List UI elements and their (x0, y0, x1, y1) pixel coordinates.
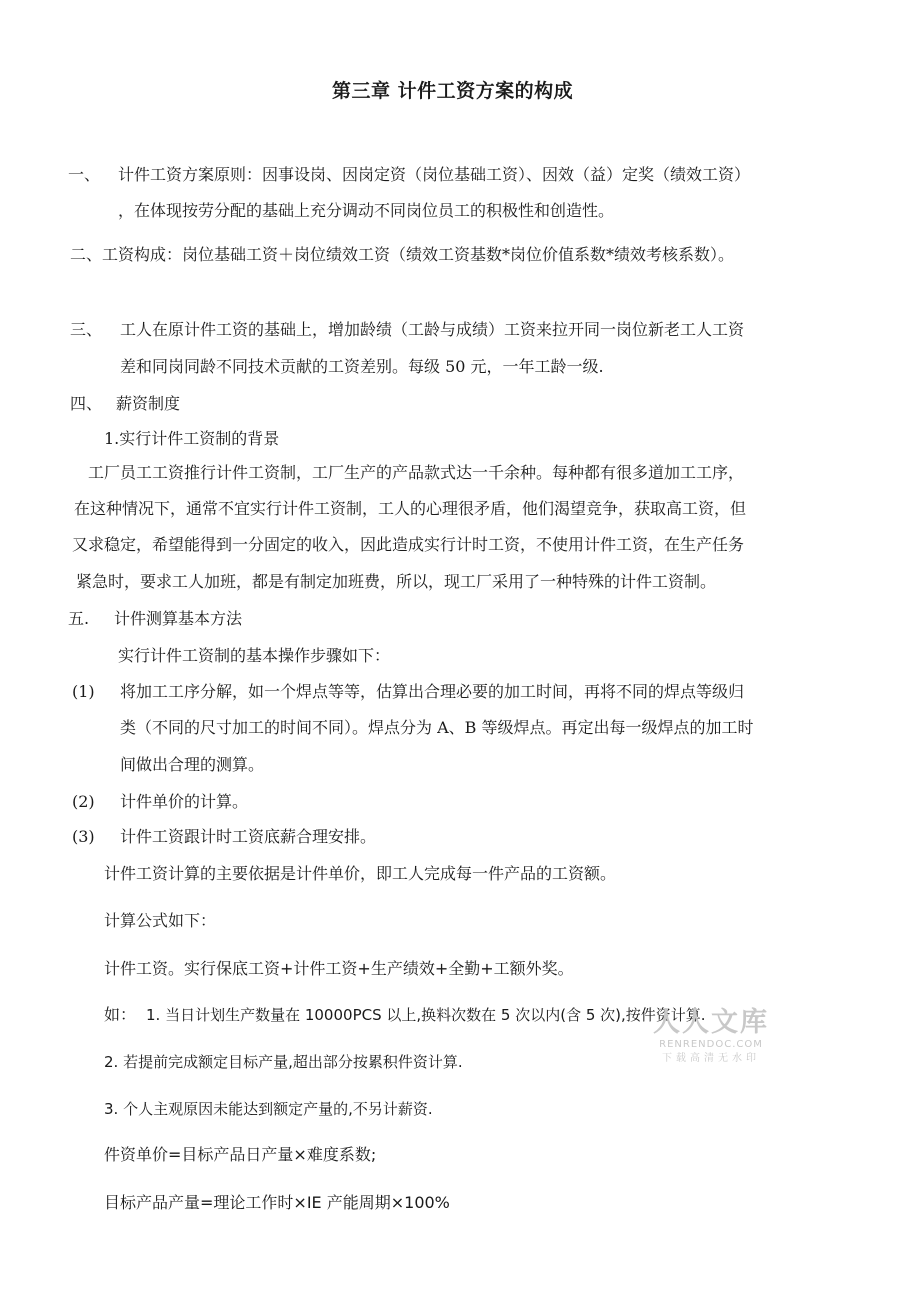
step-3-text: 计件工资跟计时工资底薪合理安排。 (120, 827, 377, 846)
section-4-subheading: 1.实行计件工资制的背景 (104, 429, 280, 448)
watermark-title: 人人文库 (653, 1007, 769, 1038)
section-4-paragraph-line-2: 在这种情况下，通常不宜实行计件工资制，工人的心理很矛盾，他们渴望竞争，获取高工资，但 (74, 499, 747, 518)
section-3-number: 三、 (70, 320, 103, 339)
section-1-line-1: 计件工资方案原则：因事设岗、因岗定资（岗位基础工资）、因效（益）定奖（绩效工资） (118, 165, 751, 184)
step-1-number: (1) (72, 682, 95, 701)
step-3-number: (3) (72, 827, 95, 846)
section-4-number: 四、 (70, 394, 103, 413)
page-title: 第三章 计件工资方案的构成 (332, 80, 574, 102)
step-2-number: (2) (72, 792, 95, 811)
target-output-formula: 目标产品产量=理论工作时×IE 产能周期×100% (104, 1193, 450, 1212)
unit-price-formula: 件资单价=目标产品日产量×难度系数; (104, 1145, 377, 1164)
example-3: 3. 个人主观原因未能达到额定产量的,不另计薪资. (104, 1100, 433, 1118)
section-1-number: 一、 (68, 165, 101, 184)
section-4-heading: 薪资制度 (116, 394, 181, 413)
section-4-paragraph-line-3: 又求稳定，希望能得到一分固定的收入，因此造成实行计时工资，不使用计件工资，在生产任务 (72, 535, 745, 554)
section-3-line-1: 工人在原计件工资的基础上，增加龄绩（工龄与成绩）工资来拉开同一岗位新老工人工资 (120, 320, 745, 339)
calculation-basis: 计件工资计算的主要依据是计件单价，即工人完成每一件产品的工资额。 (104, 864, 617, 883)
section-5-intro: 实行计件工资制的基本操作步骤如下： (118, 646, 391, 665)
section-1-line-2: ，在体现按劳分配的基础上充分调动不同岗位员工的积极性和创造性。 (118, 201, 615, 220)
section-5-number: 五. (68, 609, 90, 628)
section-4-paragraph-line-4: 紧急时，要求工人加班，都是有制定加班费，所以，现工厂采用了一种特殊的计件工资制。 (76, 572, 717, 591)
example-1: 1. 当日计划生产数量在 10000PCS 以上,换料次数在 5 次以内(含 5 次),按件资计算. (146, 1006, 706, 1024)
section-5-heading: 计件测算基本方法 (114, 609, 243, 628)
example-2: 2. 若提前完成额定目标产量,超出部分按累积件资计算. (104, 1053, 463, 1071)
section-2-line: 二、工资构成：岗位基础工资＋岗位绩效工资（绩效工资基数*岗位价值系数*绩效考核系数）。 (70, 245, 735, 264)
section-3-line-2: 差和同岗同龄不同技术贡献的工资差别。每级 50 元，一年工龄一级. (120, 357, 604, 376)
formula-label: 计算公式如下： (104, 911, 217, 930)
example-prefix: 如： (104, 1005, 137, 1024)
section-4-paragraph-line-1: 工厂员工工资推行计件工资制，工厂生产的产品款式达一千余种。每种都有很多道加工工序， (88, 463, 745, 482)
watermark-url: RENRENDOC.COM (659, 1039, 763, 1050)
step-1-line-2: 类（不同的尺寸加工的时间不同）。焊点分为 A、B 等级焊点。再定出每一级焊点的加工时 (120, 718, 754, 737)
watermark-subtitle: 下载高清无水印 (662, 1053, 760, 1064)
formula-text: 计件工资。实行保底工资+计件工资+生产绩效+全勤+工额外奖。 (104, 959, 574, 978)
step-1-line-3: 间做出合理的测算。 (120, 755, 265, 774)
step-2-text: 计件单价的计算。 (120, 792, 249, 811)
watermark-logo (648, 1008, 774, 1066)
step-1-line-1: 将加工工序分解，如一个焊点等等，估算出合理必要的加工时间，再将不同的焊点等级归 (120, 682, 745, 701)
